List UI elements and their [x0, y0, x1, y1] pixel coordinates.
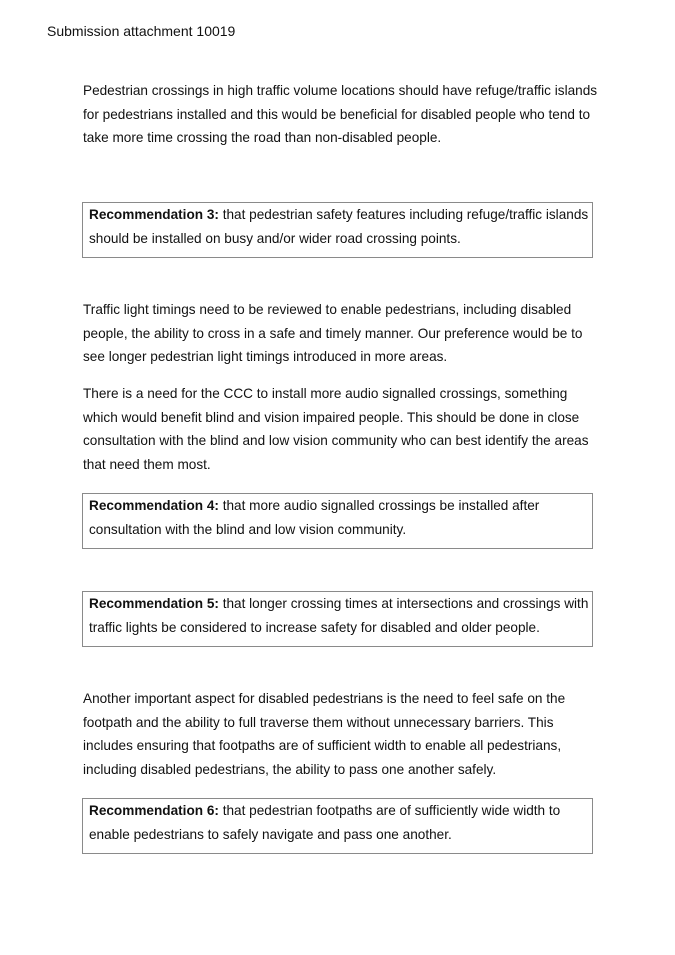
recommendation-5-text [89, 592, 592, 639]
recommendation-6-body: that pedestrian footpaths are of sufficiently wide width to enable pedestrians to safely navigate and pass one another. [89, 803, 561, 842]
document-header: Submission attachment 10019 [47, 23, 236, 39]
recommendation-6-text [89, 799, 592, 846]
recommendation-3-text [89, 203, 592, 250]
recommendation-6-label: Recommendation 6: [89, 803, 219, 818]
paragraph-footpaths: Another important aspect for disabled pedestrians is the need to feel safe on the footpath and the ability to full traverse them without unnecessary barriers. This includes ensuring that footpaths are of sufficient width to enable all pedestrians, including disabled pedestrians, the ability to pass one another safely. [83, 691, 566, 777]
recommendation-3-body: that pedestrian safety features including refuge/traffic islands should be installed on busy and/or wider road crossing points. [89, 207, 589, 246]
recommendation-4-box [82, 493, 593, 549]
paragraph-audio-crossings: There is a need for the CCC to install more audio signalled crossings, something which would benefit blind and vision impaired people. This should be done in close consultation with the blind and low vision community who can best identify the areas that need them most. [83, 386, 589, 472]
recommendation-5-label: Recommendation 5: [89, 596, 219, 611]
recommendation-5-body: that longer crossing times at intersections and crossings with traffic lights be considered to increase safety for disabled and older people. [89, 596, 589, 635]
recommendation-3-box [82, 202, 593, 258]
recommendation-4-text [89, 494, 592, 541]
paragraph-light-timings: Traffic light timings need to be reviewed to enable pedestrians, including disabled people, the ability to cross in a safe and timely manner. Our preference would be to see longer pedestrian light timings introduced in more areas. [83, 302, 583, 364]
recommendation-4-body: that more audio signalled crossings be installed after consultation with the blind and low vision community. [89, 498, 540, 537]
recommendation-6-box [82, 798, 593, 854]
recommendation-3-label: Recommendation 3: [89, 207, 219, 222]
paragraph-refuge-islands: Pedestrian crossings in high traffic volume locations should have refuge/traffic islands for pedestrians installed and this would be beneficial for disabled people who tend to take more time crossing the road than non-disabled people. [83, 83, 598, 145]
recommendation-5-box [82, 591, 593, 647]
recommendation-4-label: Recommendation 4: [89, 498, 219, 513]
